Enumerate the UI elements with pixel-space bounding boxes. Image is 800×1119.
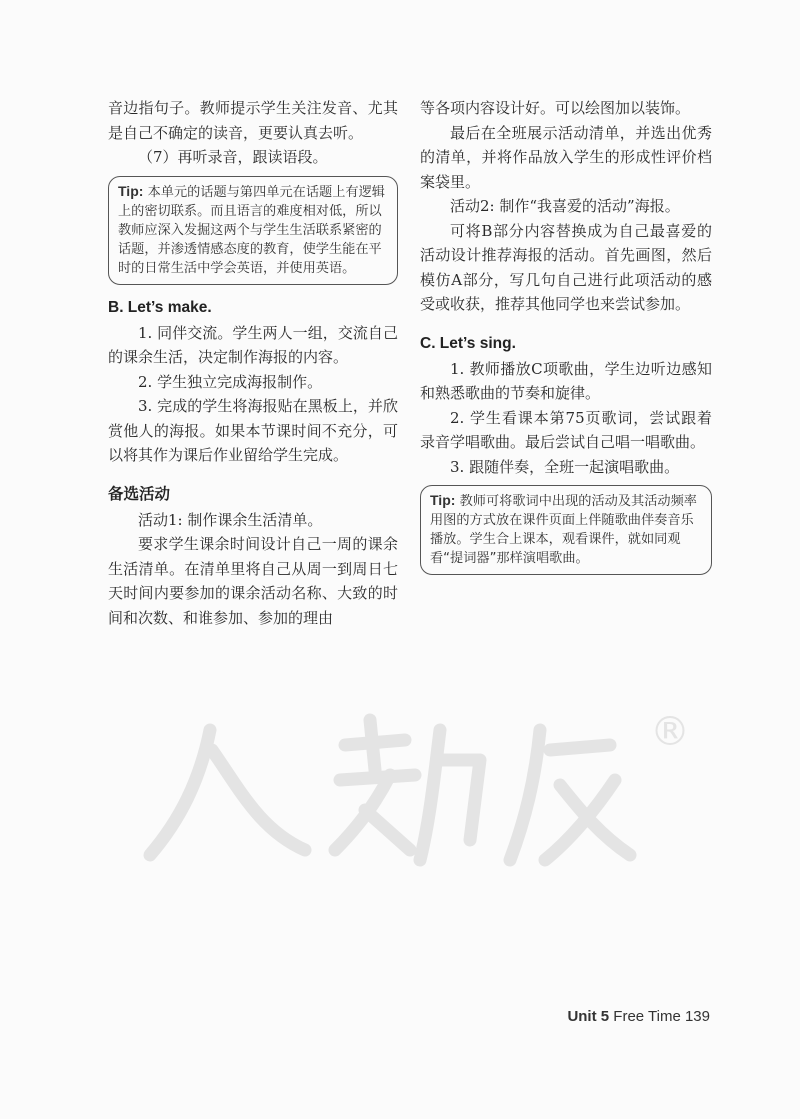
tip-box-topic (108, 176, 398, 285)
activity-1-description: 要求学生课余时间设计自己一周的课余生活清单。在清单里将自己从周一到周日七天时间内要参加的课余活动名称、大致的时间和次数、和谁参加、参加的理由 (108, 535, 398, 627)
activity-2-description: 可将B部分内容替换成为自己最喜爱的活动设计推荐海报的活动。首先画图，然后模仿A部分，写几句自己进行此项活动的感受或收获，推荐其他同学也来尝试参加。 (420, 221, 712, 313)
tip-label: Tip: (118, 182, 144, 199)
right-column (420, 96, 712, 585)
section-b-title: B. Let’s make. (108, 298, 212, 316)
registered-mark: ® (650, 709, 690, 755)
activity-1-title: 活动1: 制作课余生活清单。 (138, 510, 323, 529)
left-column (108, 96, 398, 630)
paragraph-sentence-pointing: 音边指句子。教师提示学生关注发音、尤其是自己不确定的读音，更要认真去听。 (108, 99, 398, 142)
page-number: 139 (684, 1008, 710, 1025)
tip-text: 教师可将歌词中出现的活动及其活动频率用图的方式放在课件页面上伴随歌曲伴奏音乐播放。学生合上课本，观看课件，就如同观看“提词器”那样演唱歌曲。 (430, 494, 697, 566)
footer-title: Free Time (613, 1008, 681, 1025)
publisher-watermark (140, 690, 700, 880)
c-step-2: 2. 学生看课本第75页歌词，尝试跟着录音学唱歌曲。最后尝试自己唱一唱歌曲。 (420, 408, 712, 451)
paragraph-display-list: 最后在全班展示活动清单，并选出优秀的清单，并将作品放入学生的形成性评价档案袋里。 (420, 123, 712, 191)
paragraph-listen-again: （7）再听录音，跟读语段。 (138, 148, 328, 166)
paragraph-continue: 等各项内容设计好。可以绘图加以装饰。 (420, 99, 691, 117)
b-step-2: 2. 学生独立完成海报制作。 (138, 372, 323, 391)
tip-text: 本单元的话题与第四单元在话题上有逻辑上的密切联系。而且语言的难度相对低，所以教师应深入发掘这两个与学生生活联系紧密的话题，并渗透情感态度的教育，使学生能在平时的日常生活中学会英语，并使用英语。 (118, 184, 385, 276)
footer-unit: Unit 5 (567, 1008, 610, 1025)
page-footer (567, 1008, 710, 1025)
b-step-3: 3. 完成的学生将海报贴在黑板上，并欣赏他人的海报。如果本节课时间不充分，可以将其作为课后作业留给学生完成。 (108, 397, 398, 464)
c-step-1: 1. 教师播放C项歌曲，学生边听边感知和熟悉歌曲的节奏和旋律。 (420, 359, 712, 402)
alternative-activities-title: 备选活动 (108, 485, 171, 503)
tip-box-lyrics (420, 485, 712, 575)
section-c-title: C. Let’s sing. (420, 334, 516, 352)
c-step-3: 3. 跟随伴奏，全班一起演唱歌曲。 (450, 457, 680, 476)
tip-label: Tip: (430, 492, 456, 508)
activity-2-title: 活动2: 制作“我喜爱的活动”海报。 (450, 197, 680, 215)
b-step-1: 1. 同伴交流。学生两人一组，交流自己的课余生活，决定制作海报的内容。 (108, 323, 398, 366)
